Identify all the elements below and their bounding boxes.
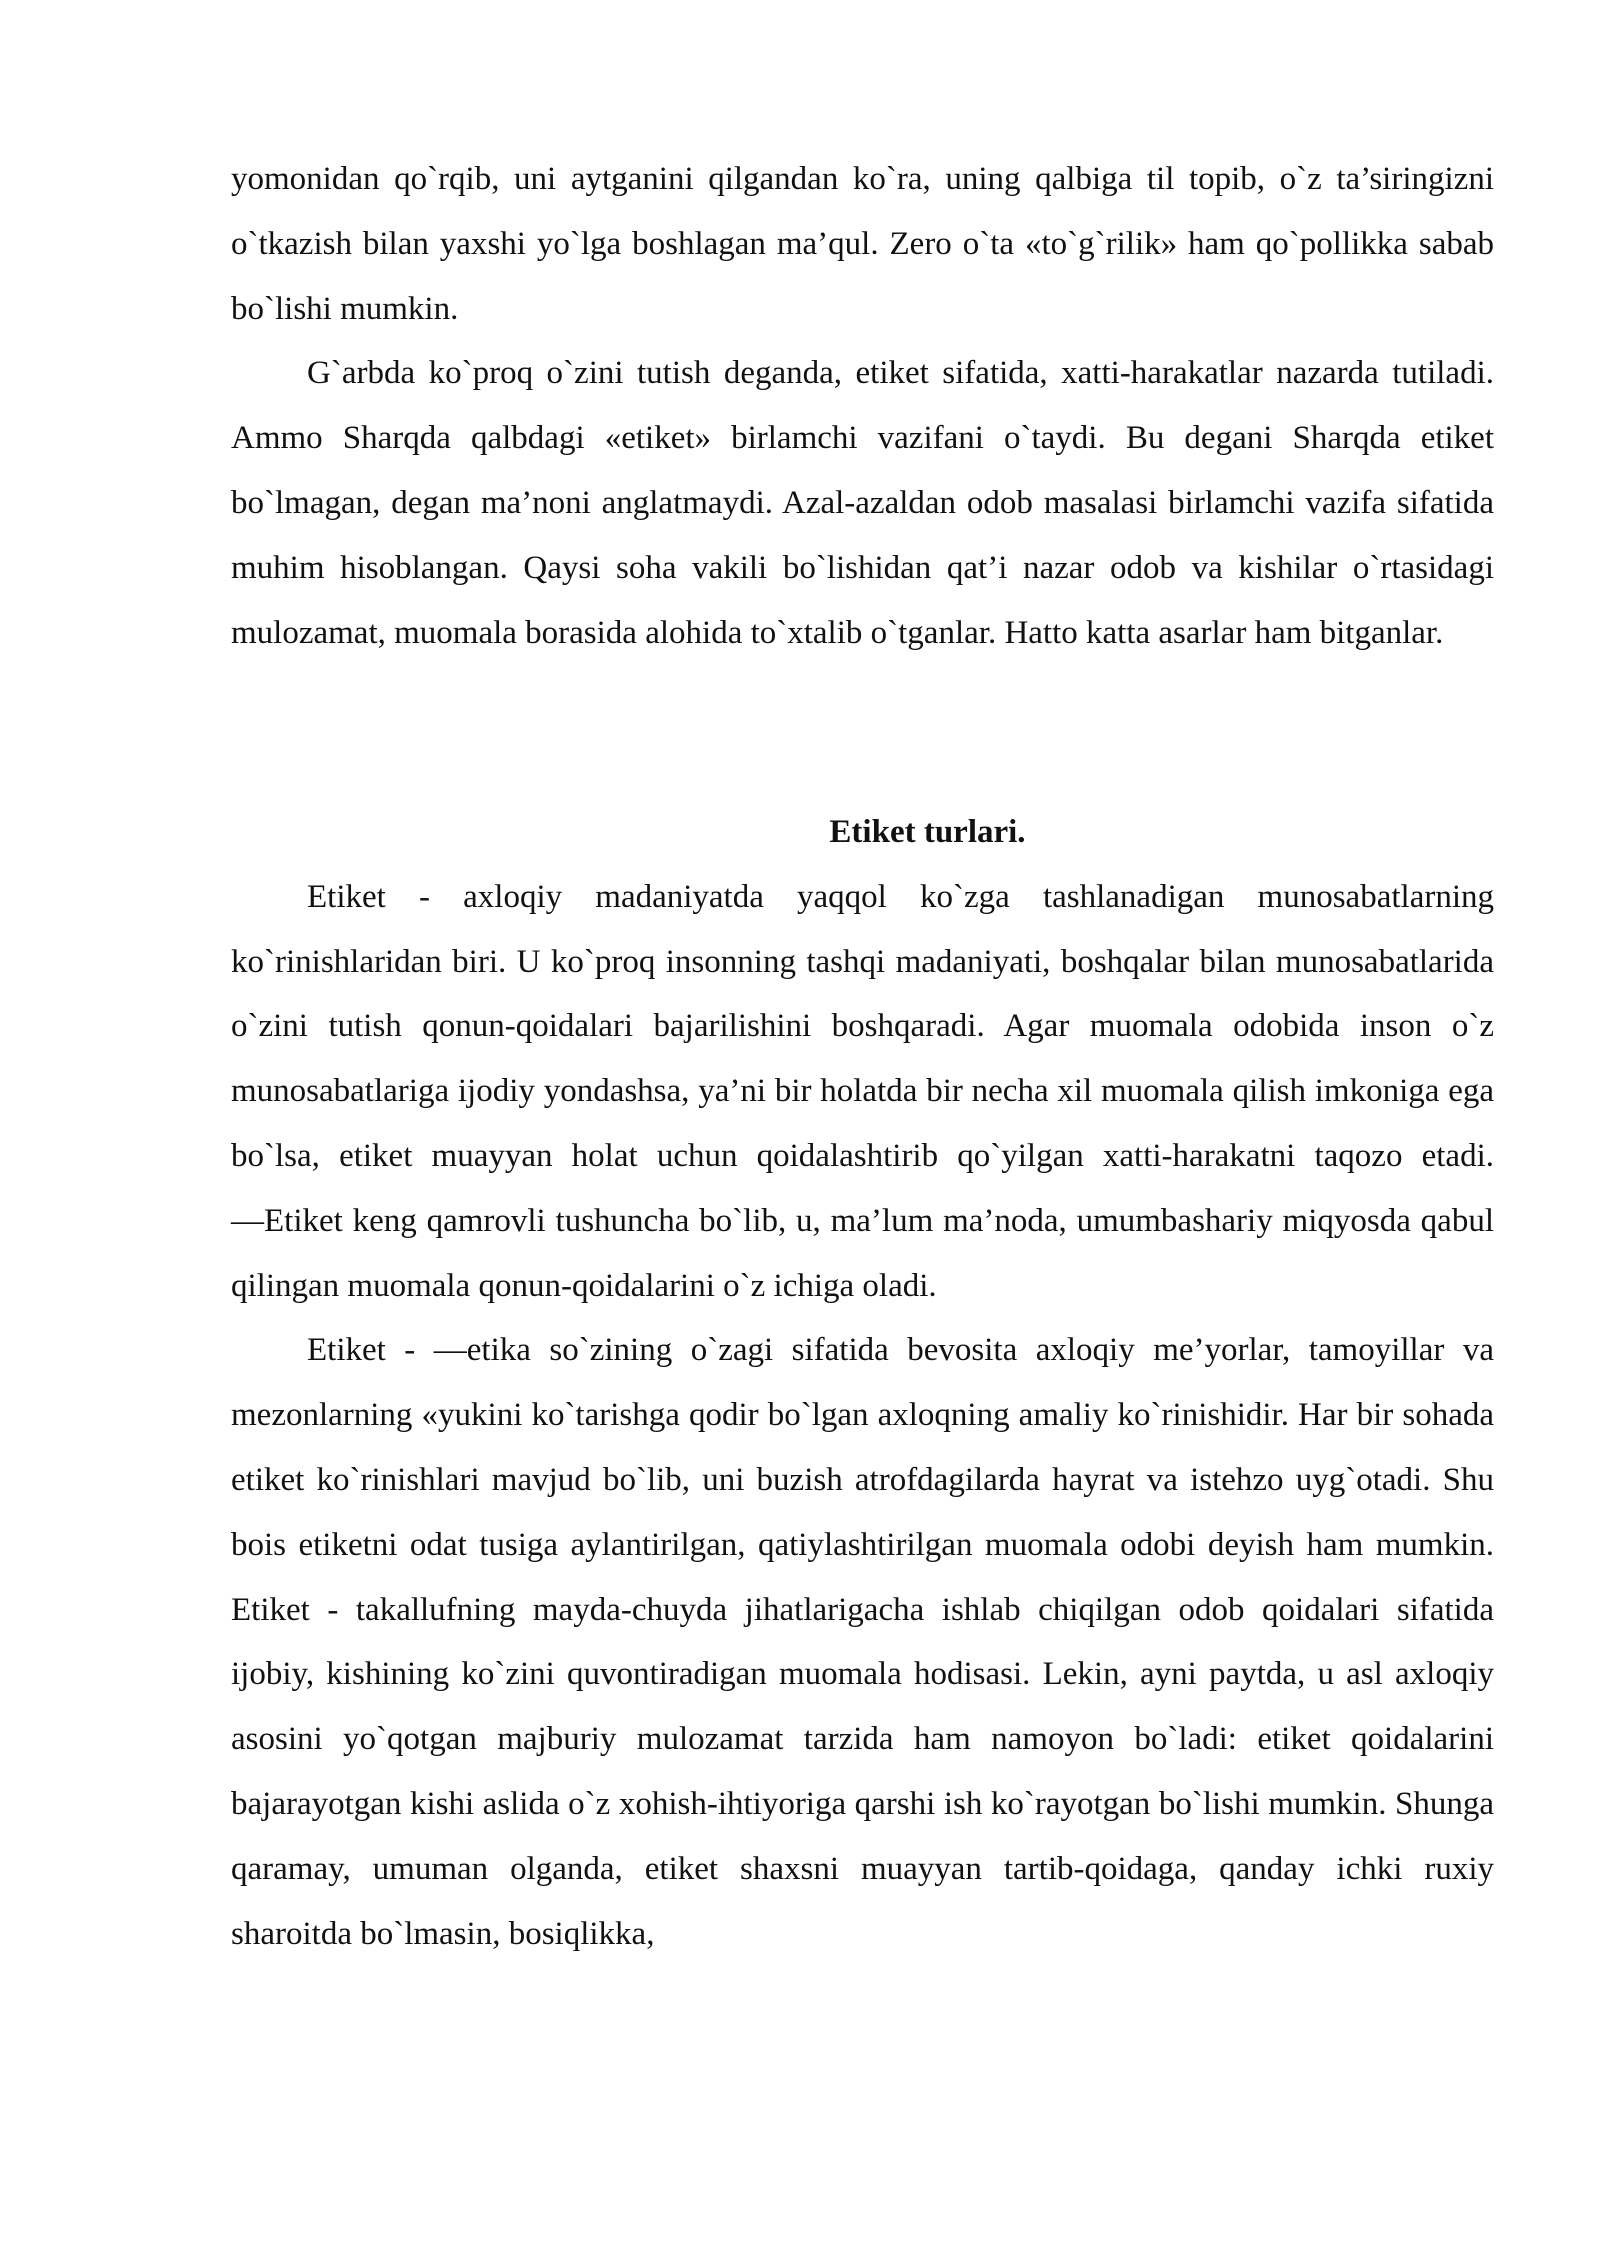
paragraph-continuation: yomonidan qo`rqib, uni aytganini qilgandan ko`ra, uning qalbiga til topib, o`z ta’siringizni o`tkazish bilan yaxshi yo`lga boshlagan ma’qul. Zero o`ta «to`g`rilik» ham qo`pollikka sabab bo`lishi mumkin. bbox=[231, 161, 1494, 327]
section-heading: Etiket turlari. bbox=[829, 814, 1026, 850]
paragraph-etiquette-ethics: Etiket - ―etika so`zining o`zagi sifatida bevosita axloqiy me’yorlar, tamoyillar va mezonlarning «yukini ko`tarishga qodir bo`lgan axloqning amaliy ko`rinishidir. Har bir sohada etiket ko`rinishlari mavjud bo`lib, uni buzish atrofdagilarda hayrat va istehzo uyg`otadi. Shu bois etiketni odat tusiga aylantirilgan, qatiylashtirilgan muomala odobi deyish ham mumkin. Etiket - takallufning mayda-chuyda jihatlarigacha ishlab chiqilgan odob qoidalari sifatida ijobiy, kishining ko`zini quvontiradigan muomala hodisasi. Lekin, ayni paytda, u asl axloqiy asosini yo`qotgan majburiy mulozamat tarzida ham namoyon bo`ladi: etiket qoidalarini bajarayotgan kishi aslida o`z xohish-ihtiyoriga qarshi ish ko`rayotgan bo`lishi mumkin. Shunga qaramay, umuman olganda, etiket shaxsni muayyan tartib-qoidaga, qanday ichki ruxiy sharoitda bo`lmasin, bosiqlikka, bbox=[231, 1332, 1494, 1952]
paragraph-etiquette-definition: Etiket - axloqiy madaniyatda yaqqol ko`zga tashlanadigan munosabatlarning ko`rinishlaridan biri. U ko`proq insonning tashqi madaniyati, boshqalar bilan munosabatlarida o`zini tutish qonun-qoidalari bajarilishini boshqaradi. Agar muomala odobida inson o`z munosabatlariga ijodiy yondashsa, ya’ni bir holatda bir necha xil muomala qilish imkoniga ega bo`lsa, etiket muayyan holat uchun qoidalashtirib qo`yilgan xatti-harakatni taqozo etadi. ―Etiket keng qamrovli tushuncha bo`lib, u, ma’lum ma’noda, umumbashariy miqyosda qabul qilingan muomala qonun-qoidalarini o`z ichiga oladi. bbox=[231, 878, 1494, 1304]
paragraph-west-east-etiquette: G`arbda ko`proq o`zini tutish deganda, etiket sifatida, xatti-harakatlar nazarda tutiladi. Ammo Sharqda qalbdagi «etiket» birlamchi vazifani o`taydi. Bu degani Sharqda etiket bo`lmagan, degan ma’noni anglatmaydi. Azal-azaldan odob masalasi birlamchi vazifa sifatida muhim hisoblangan. Qaysi soha vakili bo`lishidan qat’i nazar odob va kishilar o`rtasidagi mulozamat, muomala borasida alohida to`xtalib o`tganlar. Hatto katta asarlar ham bitganlar. bbox=[231, 355, 1494, 651]
text-block-bottom bbox=[231, 800, 1494, 1966]
text-block-top bbox=[231, 147, 1494, 665]
